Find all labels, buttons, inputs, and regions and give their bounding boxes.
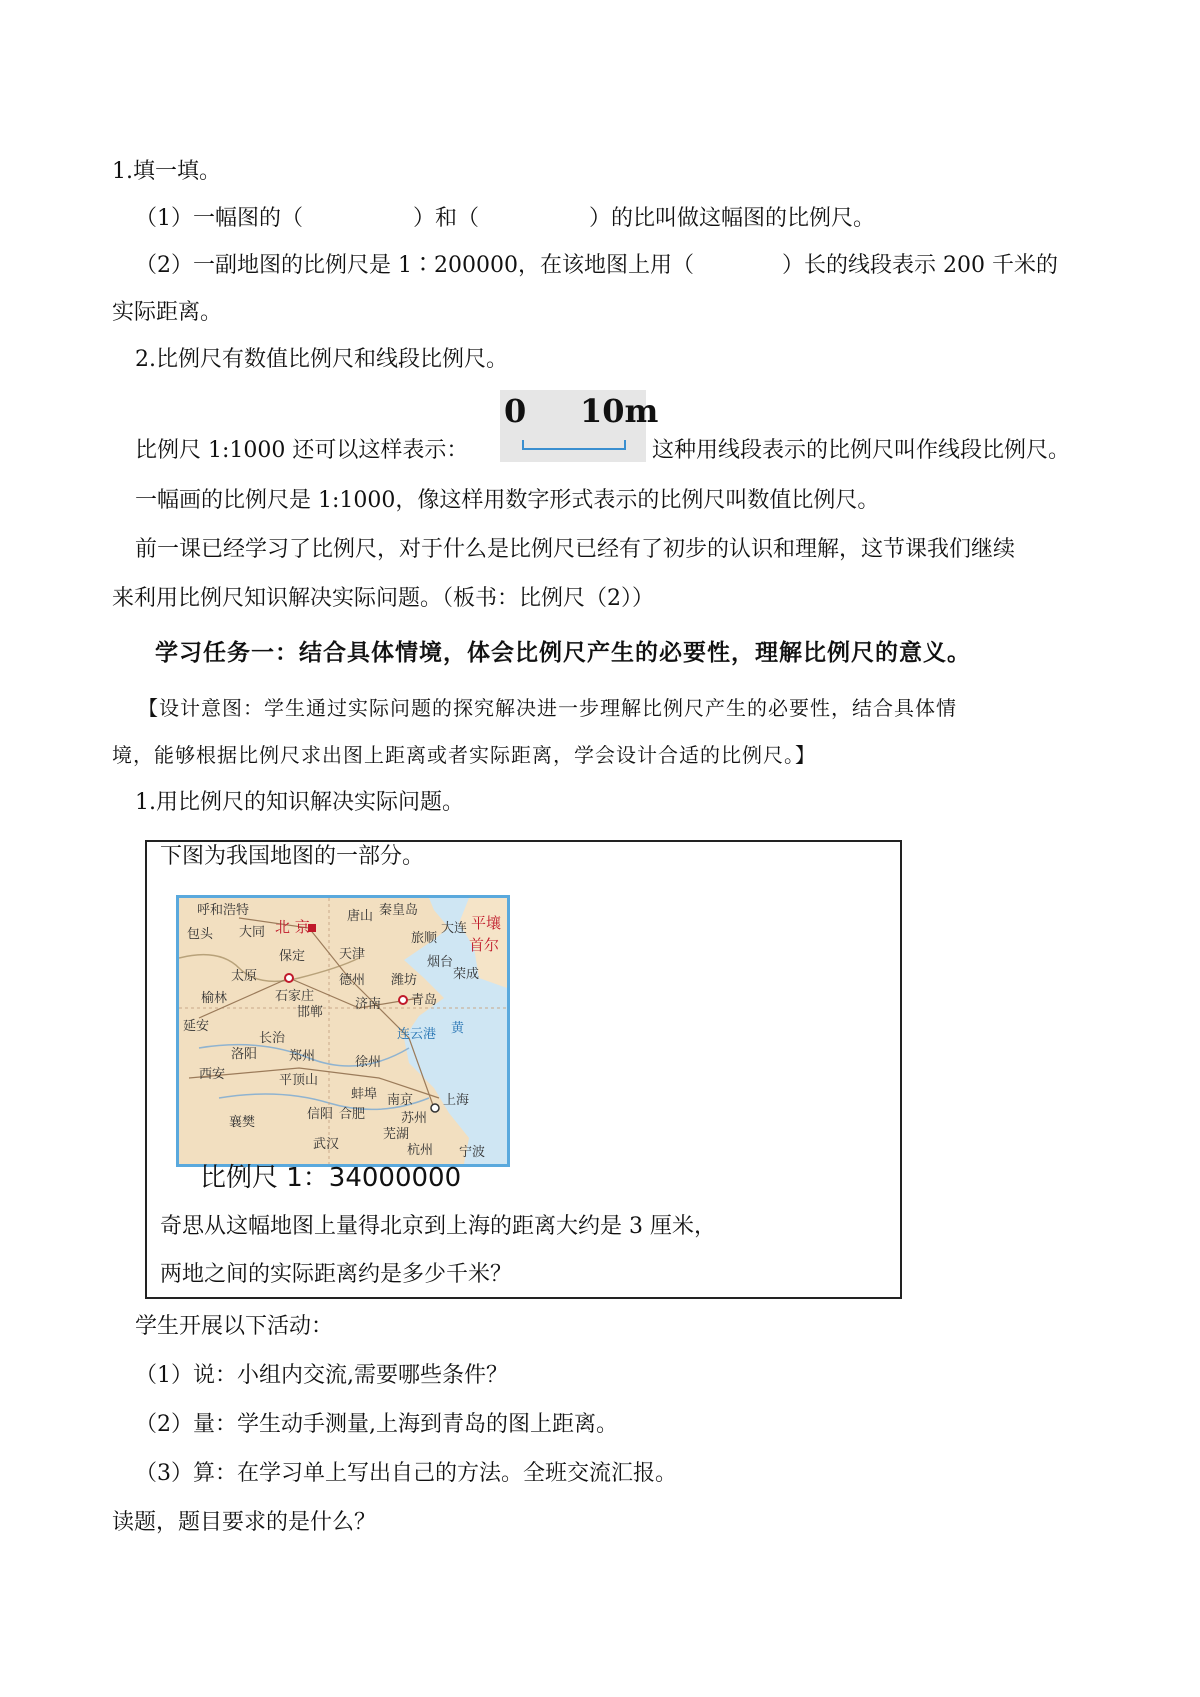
map-label-jinan: 济南 xyxy=(355,997,382,1012)
line-scale-before: 比例尺 1:1000 还可以这样表示： xyxy=(135,438,469,463)
map-label-qinhuangdao: 秦皇岛 xyxy=(379,903,419,918)
problem-question-line1: 奇思从这幅地图上量得北京到上海的距离大约是 3 厘米， xyxy=(160,1214,716,1239)
map-label-zhengzhou: 郑州 xyxy=(289,1049,316,1064)
task1-design-line2: 境，能够根据比例尺求出图上距离或者实际距离，学会设计合适的比例尺。】 xyxy=(112,743,816,767)
map-label-handan: 邯郸 xyxy=(297,1005,324,1020)
map-label-shijiazhuang: 石家庄 xyxy=(275,989,315,1004)
map-label-pingdingshan: 平顶山 xyxy=(279,1073,319,1088)
map-label-xian: 西安 xyxy=(199,1067,226,1082)
map-label-lvshun: 旅顺 xyxy=(411,931,438,946)
map-label-shanghai: 上海 xyxy=(443,1093,470,1108)
map-label-luoyang: 洛阳 xyxy=(231,1047,258,1062)
map-label-baoding: 保定 xyxy=(279,949,306,964)
exercise-heading: 1.填一填。 xyxy=(112,159,221,184)
map-label-tianjin: 天津 xyxy=(339,947,366,962)
map-label-hefei: 合肥 xyxy=(339,1107,366,1122)
activity-calc: （3）算：在学习单上写出自己的方法。全班交流汇报。 xyxy=(135,1461,677,1486)
map-label-weifang: 潍坊 xyxy=(391,973,418,988)
map-label-datong: 大同 xyxy=(239,925,266,940)
map-label-yantai: 烟台 xyxy=(427,955,454,970)
line-scale-figure xyxy=(500,390,659,462)
map-label-taiyuan: 太原 xyxy=(231,969,258,984)
map-label-dezhou: 德州 xyxy=(339,973,366,988)
map-label-ningbo: 宁波 xyxy=(459,1145,486,1160)
problem-intro: 下图为我国地图的一部分。 xyxy=(160,844,425,869)
activities-intro: 学生开展以下活动： xyxy=(135,1314,334,1339)
map-label-huang: 黄 xyxy=(451,1021,465,1036)
map-label-dalian: 大连 xyxy=(441,921,468,936)
map-label-xuzhou: 徐州 xyxy=(355,1055,382,1070)
task1-sub1: 1.用比例尺的知识解决实际问题。 xyxy=(135,790,464,815)
scalebar-segment xyxy=(522,440,626,450)
map-label-hangzhou: 杭州 xyxy=(407,1143,434,1158)
review-line2: 来利用比例尺知识解决实际问题。（板书：比例尺（2）） xyxy=(112,586,654,611)
problem-question-line2: 两地之间的实际距离约是多少千米？ xyxy=(160,1262,513,1287)
scalebar-ten: 10m xyxy=(580,392,659,430)
activity-measure: （2）量：学生动手测量,上海到青岛的图上距离。 xyxy=(135,1412,618,1437)
map-label-wuhu: 芜湖 xyxy=(383,1127,410,1142)
map-label-yulin: 榆林 xyxy=(201,991,228,1006)
map-label-shouer: 首尔 xyxy=(469,936,500,954)
line-scale-after: 这种用线段表示的比例尺叫作线段比例尺。 xyxy=(652,438,1071,463)
map-label-bengbu: 蚌埠 xyxy=(351,1087,378,1102)
map-label-rongcheng: 荣成 xyxy=(453,967,480,982)
qingdao-marker xyxy=(399,996,407,1004)
china-map-excerpt xyxy=(176,895,510,1167)
map-label-wuhan: 武汉 xyxy=(313,1137,340,1152)
activity-read: 读题，题目要求的是什么？ xyxy=(112,1510,377,1535)
exercise-q2-line2: 实际距离。 xyxy=(112,300,223,325)
scalebar-zero: 0 xyxy=(504,392,527,430)
review-line1: 前一课已经学习了比例尺，对于什么是比例尺已经有了初步的认识和理解，这节课我们继续 xyxy=(135,537,1016,562)
shanghai-marker xyxy=(431,1104,439,1112)
scale-types-intro: 2.比例尺有数值比例尺和线段比例尺。 xyxy=(135,347,508,372)
task1-title: 学习任务一：结合具体情境，体会比例尺产生的必要性，理解比例尺的意义。 xyxy=(155,639,971,666)
shijiazhuang-marker xyxy=(285,974,293,982)
task1-design-line1: 【设计意图：学生通过实际问题的探究解决进一步理解比例尺产生的必要性，结合具体情 xyxy=(138,696,957,720)
map-label-xiangfan: 襄樊 xyxy=(229,1115,256,1130)
map-label-lianyungang: 连云港 xyxy=(397,1027,437,1042)
exercise-q1: （1）一幅图的（ ）和（ ）的比叫做这幅图的比例尺。 xyxy=(135,206,875,231)
map-label-xinyang: 信阳 xyxy=(307,1107,334,1122)
map-label-nanjing: 南京 xyxy=(387,1093,414,1108)
map-label-qingdao: 青岛 xyxy=(411,993,438,1008)
numeric-scale-text: 一幅画的比例尺是 1:1000，像这样用数字形式表示的比例尺叫数值比例尺。 xyxy=(135,488,880,513)
map-label-huhehaote: 呼和浩特 xyxy=(197,903,250,918)
activity-say: （1）说：小组内交流,需要哪些条件？ xyxy=(135,1363,508,1388)
map-label-changzhi: 长治 xyxy=(259,1031,286,1046)
map-label-tangshan: 唐山 xyxy=(347,909,374,924)
map-label-baotou: 包头 xyxy=(187,927,214,942)
map-label-suzhou: 苏州 xyxy=(401,1111,428,1126)
map-label-yanan: 延安 xyxy=(183,1019,210,1034)
map-label-beijing: 北 京 xyxy=(275,918,310,936)
map-scale-text: 比例尺 1：34000000 xyxy=(200,1163,462,1193)
exercise-q2-line1: （2）一副地图的比例尺是 1∶200000，在该地图上用（ ）长的线段表示 200 千米的 xyxy=(135,253,1058,278)
map-label-pingrang: 平壤 xyxy=(471,914,502,932)
